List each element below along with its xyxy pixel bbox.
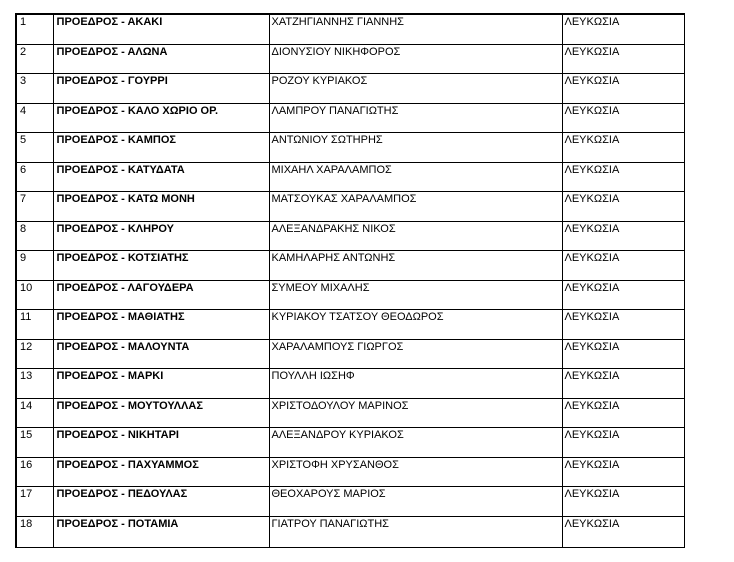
- district-name: ΛΕΥΚΩΣΙΑ: [562, 74, 684, 104]
- person-name: ΧΡΙΣΤΟΦΗ ΧΡΥΣΑΝΘΟΣ: [269, 457, 562, 487]
- position-title: ΠΡΟΕΔΡΟΣ - ΠΕΔΟΥΛΑΣ: [53, 487, 269, 517]
- table-row: [16, 192, 684, 222]
- table-row: [16, 251, 684, 281]
- table-row: [16, 516, 684, 547]
- row-number: 10: [16, 280, 53, 310]
- position-title: ΠΡΟΕΔΡΟΣ - ΑΚΑΚΙ: [53, 14, 269, 44]
- person-name: ΚΥΡΙΑΚΟΥ ΤΣΑΤΣΟΥ ΘΕΟΔΩΡΟΣ: [269, 310, 562, 340]
- row-number: 5: [16, 133, 53, 163]
- row-number: 13: [16, 369, 53, 399]
- district-name: ΛΕΥΚΩΣΙΑ: [562, 339, 684, 369]
- person-name: ΜΑΤΣΟΥΚΑΣ ΧΑΡΑΛΑΜΠΟΣ: [269, 192, 562, 222]
- position-title: ΠΡΟΕΔΡΟΣ - ΜΟΥΤΟΥΛΛΑΣ: [53, 398, 269, 428]
- district-name: ΛΕΥΚΩΣΙΑ: [562, 369, 684, 399]
- row-number: 8: [16, 221, 53, 251]
- row-number: 15: [16, 428, 53, 458]
- district-name: ΛΕΥΚΩΣΙΑ: [562, 310, 684, 340]
- position-title: ΠΡΟΕΔΡΟΣ - ΚΑΜΠΟΣ: [53, 133, 269, 163]
- position-title: ΠΡΟΕΔΡΟΣ - ΓΟΥΡΡΙ: [53, 74, 269, 104]
- presidents-table: [15, 13, 685, 548]
- person-name: ΧΡΙΣΤΟΔΟΥΛΟΥ ΜΑΡΙΝΟΣ: [269, 398, 562, 428]
- table-row: [16, 133, 684, 163]
- district-name: ΛΕΥΚΩΣΙΑ: [562, 221, 684, 251]
- position-title: ΠΡΟΕΔΡΟΣ - ΚΑΤΩ ΜΟΝΗ: [53, 192, 269, 222]
- person-name: ΑΛΕΞΑΝΔΡΟΥ ΚΥΡΙΑΚΟΣ: [269, 428, 562, 458]
- row-number: 9: [16, 251, 53, 281]
- table-row: [16, 103, 684, 133]
- district-name: ΛΕΥΚΩΣΙΑ: [562, 428, 684, 458]
- position-title: ΠΡΟΕΔΡΟΣ - ΚΑΤΥΔΑΤΑ: [53, 162, 269, 192]
- position-title: ΠΡΟΕΔΡΟΣ - ΜΑΛΟΥΝΤΑ: [53, 339, 269, 369]
- row-number: 14: [16, 398, 53, 428]
- position-title: ΠΡΟΕΔΡΟΣ - ΑΛΩΝΑ: [53, 44, 269, 74]
- person-name: ΑΛΕΞΑΝΔΡΑΚΗΣ ΝΙΚΟΣ: [269, 221, 562, 251]
- table-row: [16, 221, 684, 251]
- table-row: [16, 310, 684, 340]
- table-row: [16, 339, 684, 369]
- person-name: ΧΑΤΖΗΓΙΑΝΝΗΣ ΓΙΑΝΝΗΣ: [269, 14, 562, 44]
- district-name: ΛΕΥΚΩΣΙΑ: [562, 44, 684, 74]
- position-title: ΠΡΟΕΔΡΟΣ - ΜΑΡΚΙ: [53, 369, 269, 399]
- position-title: ΠΡΟΕΔΡΟΣ - ΚΟΤΣΙΑΤΗΣ: [53, 251, 269, 281]
- table-row: [16, 487, 684, 517]
- district-name: ΛΕΥΚΩΣΙΑ: [562, 516, 684, 547]
- row-number: 6: [16, 162, 53, 192]
- position-title: ΠΡΟΕΔΡΟΣ - ΚΛΗΡΟΥ: [53, 221, 269, 251]
- district-name: ΛΕΥΚΩΣΙΑ: [562, 103, 684, 133]
- table-row: [16, 162, 684, 192]
- table-row: [16, 280, 684, 310]
- table-row: [16, 44, 684, 74]
- district-name: ΛΕΥΚΩΣΙΑ: [562, 457, 684, 487]
- position-title: ΠΡΟΕΔΡΟΣ - ΠΑΧΥΑΜΜΟΣ: [53, 457, 269, 487]
- position-title: ΠΡΟΕΔΡΟΣ - ΚΑΛΟ ΧΩΡΙΟ ΟΡ.: [53, 103, 269, 133]
- person-name: ΣΥΜΕΟΥ ΜΙΧΑΛΗΣ: [269, 280, 562, 310]
- person-name: ΠΟΥΛΛΗ ΙΩΣΗΦ: [269, 369, 562, 399]
- position-title: ΠΡΟΕΔΡΟΣ - ΛΑΓΟΥΔΕΡΑ: [53, 280, 269, 310]
- person-name: ΓΙΑΤΡΟΥ ΠΑΝΑΓΙΩΤΗΣ: [269, 516, 562, 547]
- district-name: ΛΕΥΚΩΣΙΑ: [562, 133, 684, 163]
- position-title: ΠΡΟΕΔΡΟΣ - ΠΟΤΑΜΙΑ: [53, 516, 269, 547]
- district-name: ΛΕΥΚΩΣΙΑ: [562, 162, 684, 192]
- table-body: [16, 14, 684, 547]
- district-name: ΛΕΥΚΩΣΙΑ: [562, 280, 684, 310]
- position-title: ΠΡΟΕΔΡΟΣ - ΜΑΘΙΑΤΗΣ: [53, 310, 269, 340]
- district-name: ΛΕΥΚΩΣΙΑ: [562, 398, 684, 428]
- row-number: 11: [16, 310, 53, 340]
- district-name: ΛΕΥΚΩΣΙΑ: [562, 192, 684, 222]
- row-number: 2: [16, 44, 53, 74]
- district-name: ΛΕΥΚΩΣΙΑ: [562, 487, 684, 517]
- row-number: 17: [16, 487, 53, 517]
- table-row: [16, 369, 684, 399]
- person-name: ΜΙΧΑΗΛ ΧΑΡΑΛΑΜΠΟΣ: [269, 162, 562, 192]
- person-name: ΑΝΤΩΝΙΟΥ ΣΩΤΗΡΗΣ: [269, 133, 562, 163]
- row-number: 18: [16, 516, 53, 547]
- row-number: 3: [16, 74, 53, 104]
- row-number: 1: [16, 14, 53, 44]
- row-number: 16: [16, 457, 53, 487]
- person-name: ΚΑΜΗΛΑΡΗΣ ΑΝΤΩΝΗΣ: [269, 251, 562, 281]
- position-title: ΠΡΟΕΔΡΟΣ - ΝΙΚΗΤΑΡΙ: [53, 428, 269, 458]
- table-row: [16, 457, 684, 487]
- table-row: [16, 74, 684, 104]
- table-row: [16, 14, 684, 44]
- row-number: 12: [16, 339, 53, 369]
- person-name: ΧΑΡΑΛΑΜΠΟΥΣ ΓΙΩΡΓΟΣ: [269, 339, 562, 369]
- row-number: 7: [16, 192, 53, 222]
- district-name: ΛΕΥΚΩΣΙΑ: [562, 251, 684, 281]
- person-name: ΔΙΟΝΥΣΙΟΥ ΝΙΚΗΦΟΡΟΣ: [269, 44, 562, 74]
- row-number: 4: [16, 103, 53, 133]
- person-name: ΡΟΖΟΥ ΚΥΡΙΑΚΟΣ: [269, 74, 562, 104]
- table-row: [16, 398, 684, 428]
- district-name: ΛΕΥΚΩΣΙΑ: [562, 14, 684, 44]
- person-name: ΛΑΜΠΡΟΥ ΠΑΝΑΓΙΩΤΗΣ: [269, 103, 562, 133]
- person-name: ΘΕΟΧΑΡΟΥΣ ΜΑΡΙΟΣ: [269, 487, 562, 517]
- table-row: [16, 428, 684, 458]
